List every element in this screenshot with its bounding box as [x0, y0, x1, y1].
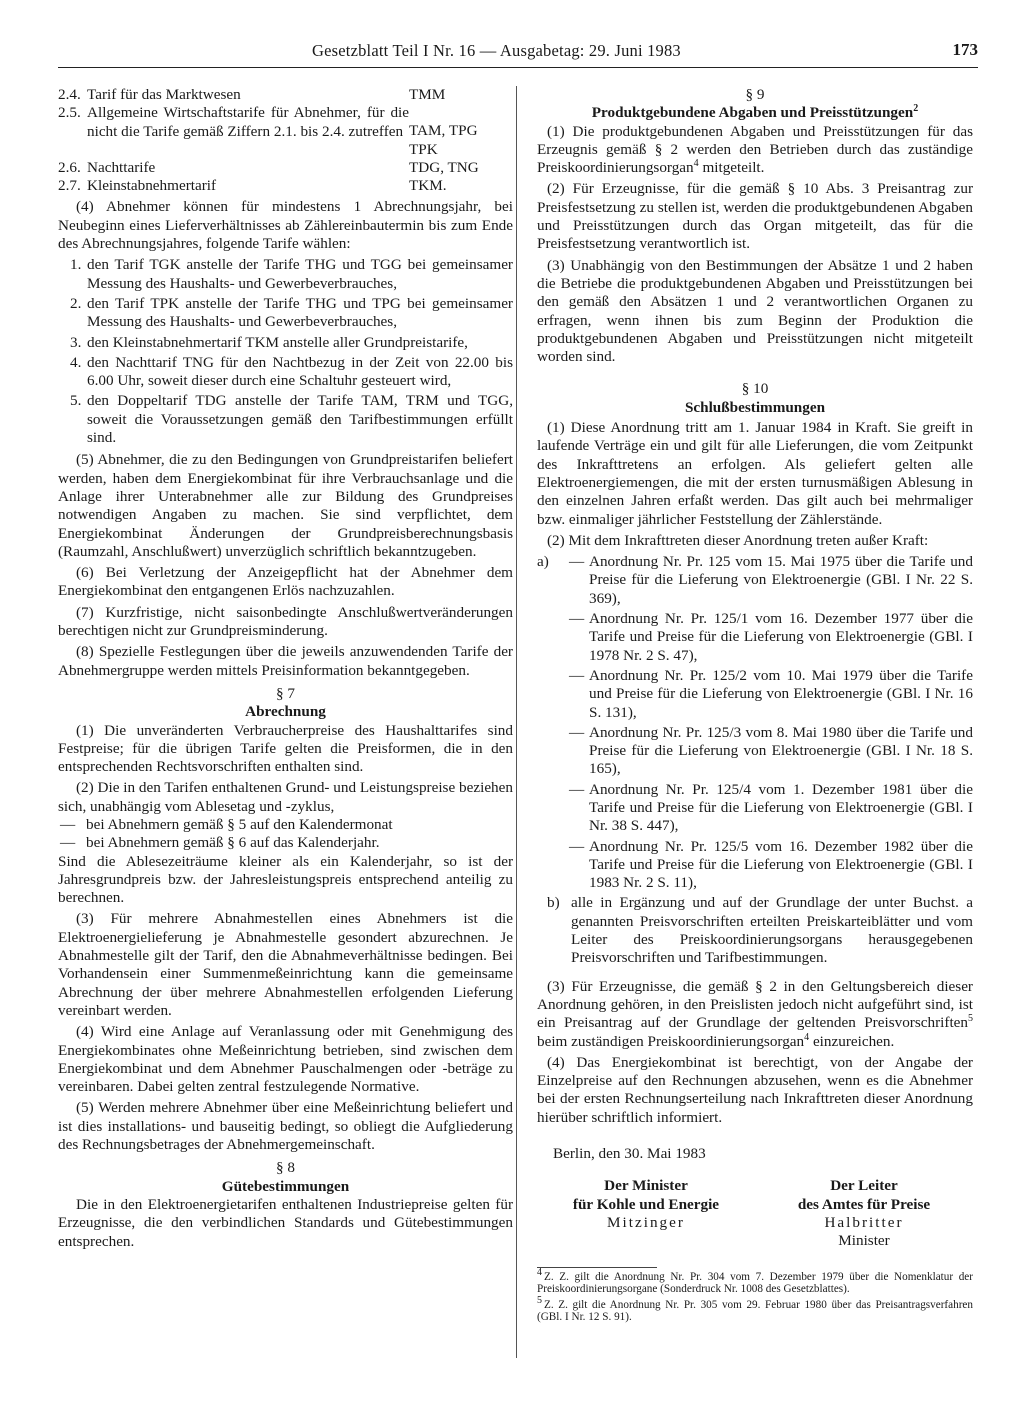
footnote: $^5$ Z. Z. gilt die Anordnung Nr. Pr. 305 vom 29. Februar 1980 über das Preisantragsverfahren (GBl. I Nr. 12 S. 91). [537, 1294, 973, 1324]
paragraph: (3) Unabhängig von den Bestimmungen der Absätze 1 und 2 haben die Betriebe die produktgebundenen Abgaben und Preisstützungen bei den gemäß den Absätzen 1 und 2 verantwortlichen Organen zu erfragen, wenn ihnen bis zum Beginn der Produktion die produktgebundenen Abgaben und Preisstützungen nicht mitgeteilt worden sind. [537, 256, 973, 366]
paragraph: (5) Werden mehrere Abnehmer über eine Meßeinrichtung beliefert und ist dies installations- und bauseitig bedingt, so obliegt die Aufgliederung des Rechnungsbetrages der Abnehmergemeinschaft. [58, 1099, 513, 1154]
paragraph: (2) Für Erzeugnisse, für die gemäß § 10 Abs. 3 Preisantrag zur Preisfestsetzung zu stellen ist, werden die produktgebundenen Abgaben und Preisstützungen durch das Organ mitgeteilt, das für die Preisfestsetzung verantwortlich ist. [537, 180, 973, 253]
tariff-row: 2.7. Kleinstabnehmertarif TKM. [58, 177, 447, 195]
signature-prices-office: Der Leiter des Amtes für Preise Halbritter Minister [797, 1177, 931, 1250]
tariff-row: 2.4. Tarif für das Marktwesen TMM [58, 86, 446, 103]
left-column [58, 86, 513, 1254]
list-item: 2. den Tarif TPK anstelle der Tarife THG und TPG bei gemeinsamer Messung des Haushalts- und Gewerbeverbrauches, [70, 294, 513, 331]
repeal-item: — Anordnung Nr. Pr. 125/4 vom 1. Dezember 1981 über die Tarife und Preise für die Lieferung von Elektroenergie (GBl. I Nr. 38 S. 447), [569, 780, 973, 835]
repeal-item: — Anordnung Nr. Pr. 125/2 vom 10. Mai 1979 über die Tarife und Preise für die Lieferung von Elektroenergie (GBl. I Nr. 16 S. 131), [569, 666, 973, 721]
paragraph: (3) Für Erzeugnisse, die gemäß § 2 in den Geltungsbereich dieser Anordnung gehören, in den Preislisten jedoch nicht aufgeführt sind, ist ein Preisantrag auf der Grundlage der geltenden Preisvorschriften$^5$ beim zuständigen Preiskoordinierungsorgan$^4$ einzureichen. [537, 977, 973, 1050]
paragraph: Sind die Ablesezeiträume kleiner als ein Kalenderjahr, so ist der Jahresgrundpreis bzw. der Jahresleistungspreis entsprechend anteilig zu berechnen. [58, 852, 513, 907]
section-number: § 7 [276, 684, 295, 702]
repeal-item-b: b) alle in Ergänzung und auf der Grundlage der unter Buchst. a genannten Preisvorschriften erteilten Preiskarteiblätter und vom Leiter des Preiskoordinierungsorgans herausgegebenen Preisvorschriften und Tarifbestimmungen. [547, 894, 973, 967]
paragraph: (8) Spezielle Festlegungen über die jeweils anzuwendenden Tarife der Abnehmergruppe werden mittels Preisinformation bekanntgegeben. [58, 643, 513, 679]
paragraph: (4) Wird eine Anlage auf Veranlassung oder mit Genehmigung des Energiekombinates ohne Meßeinrichtung betrieben, sind zwischen dem Energiekombinat und dem Abnehmer Pauschalmengen oder -beträge zu vereinbaren. Dabei gelten zentral festzulegende Normative. [58, 1023, 513, 1096]
place-date: Berlin, den 30. Mai 1983 [553, 1145, 706, 1163]
paragraph: (2) Mit dem Inkrafttreten dieser Anordnung treten außer Kraft: [547, 531, 929, 549]
paragraph: (1) Diese Anordnung tritt am 1. Januar 1984 in Kraft. Sie greift in laufende Verträge ein und gilt für alle Lieferungen, die vom Zeitpunkt des Inkrafttretens an erfolgen. Als geliefert gelten alle Elektroenergiemengen, die mit der ersten turnusmäßigen Ablesung in den einzelnen Jahren erfaßt werden. Das gilt auch bei mehrmaliger bzw. einmaliger jährlicher Feststellung der Zählerstände. [537, 419, 973, 528]
dash-item: — bei Abnehmern gemäß § 6 auf das Kalenderjahr. [60, 834, 380, 852]
list-item: 1. den Tarif TGK anstelle der Tarife THG und TGG bei gemeinsamer Messung des Haushalts- und Gewerbeverbrauches, [70, 256, 513, 292]
tariff-row: 2.5. Allgemeine Wirtschaftstarife für Abnehmer, für die nicht die Tarife gemäß Ziffern 2.1. bis 2.4. zutreffen TAM, TPG TPK [58, 104, 478, 158]
section-number: § 9 [745, 86, 765, 103]
list-item: 4. den Nachttarif TNG für den Nachtbezug in der Zeit von 22.00 bis 6.00 Uhr, soweit dieser durch eine Schaltuhr gesteuert wird, [70, 353, 513, 390]
paragraph: (1) Die produktgebundenen Abgaben und Preisstützungen für das Erzeugnis gemäß § 2 werden den Betrieben durch das zuständige Preiskoordinierungsorgan$^4$ mitgeteilt. [537, 122, 973, 177]
list-item: 3. den Kleinstabnehmertarif TKM anstelle aller Grundpreistarife, [70, 333, 468, 351]
section-number: § 10 [741, 380, 769, 398]
paragraph: Die in den Elektroenergietarifen enthaltenen Industriepreise gelten für Erzeugnisse, die den verbindlichen Standards und Gütebestimmungen entsprechen. [58, 1195, 513, 1250]
repeal-item: a) — Anordnung Nr. Pr. 125 vom 15. Mai 1975 über die Tarife und Preise für die Lieferung von Elektroenergie (GBl. I Nr. 22 S. 369), [537, 553, 973, 607]
section-title: Produktgebundene Abgaben und Preisstützungen$^2$ [591, 103, 919, 122]
footnote-rule [537, 1267, 657, 1268]
paragraph: (3) Für mehrere Abnahmestellen eines Abnehmers ist die Elektroenergielieferung je Abnahmestelle gesondert abzurechnen. Je Abnahmestelle gilt der Tarif, den die Abnahmeverhältnisse bedingen. Bei Vorhandensein einer Summenmeßeinrichtung kann die gemeinsame Abrechnung der über mehrere Abnahmestellen erfolgenden Lieferung vereinbart werden. [58, 910, 513, 1019]
header-title: Gesetzblatt Teil I Nr. 16 — Ausgabetag: 29. Juni 1983 [312, 41, 681, 60]
tariff-row: 2.6. Nachttarife TDG, TNG [58, 158, 479, 176]
repeal-item: — Anordnung Nr. Pr. 125/3 vom 8. Mai 1980 über die Tarife und Preise für die Lieferung von Elektroenergie (GBl. I Nr. 18 S. 165), [569, 723, 973, 778]
column-divider [516, 86, 517, 1358]
paragraph: (2) Die in den Tarifen enthaltenen Grund- und Leistungspreise beziehen sich, unabhängig vom Ablesetag und -zyklus, [58, 779, 513, 815]
paragraph: (1) Die unveränderten Verbraucherpreise des Haushalttarifes sind Festpreise; für die übrigen Tarife gelten die Preisformen, die in den entsprechenden Rechtsvorschriften enthalten sind. [58, 721, 513, 776]
right-column [537, 86, 973, 1324]
repeal-item: — Anordnung Nr. Pr. 125/1 vom 16. Dezember 1977 über die Tarife und Preise für die Lieferung von Elektroenergie (GBl. I 1978 Nr. 2 S. 47), [569, 610, 973, 664]
paragraph: (5) Abnehmer, die zu den Bedingungen von Grundpreistarifen beliefert werden, haben dem Energiekombinat für ihre Verbrauchsanlage und die Anlage ihrer Unterabnehmer alle zur Bildung des Grundpreises notwendigen Angaben zu machen. Sie sind verpflichtet, dem Energiekombinat Änderungen der Grundpreisberechnungsbasis (Raumzahl, Anschlußwert) unverzüglich schriftlich bekanntzugeben. [58, 451, 513, 560]
page-header [58, 40, 978, 68]
paragraph: (7) Kurzfristige, nicht saisonbedingte Anschlußwertveränderungen berechtigen nicht zur Grundpreisminderung. [58, 603, 513, 640]
signature-block [537, 1177, 973, 1250]
signature-minister: Der Minister für Kohle und Energie Mitzinger [572, 1177, 720, 1231]
footnote: $^4$ Z. Z. gilt die Anordnung Nr. Pr. 304 vom 7. Dezember 1979 über die Nomenklatur der Preiskoordinierungsorgane (Sonderdruck Nr. 1008 des Gesetzblattes). [537, 1266, 973, 1296]
paragraph: (4) Abnehmer können für mindestens 1 Abrechnungsjahr, bei Neubeginn eines Lieferverhältnisses ab Zählereinbautermin bis zum Ende des Abrechnungsjahres, folgende Tarife wählen: [58, 198, 513, 253]
repeal-item: — Anordnung Nr. Pr. 125/5 vom 16. Dezember 1982 über die Tarife und Preise für die Lieferung von Elektroenergie (GBl. I 1983 Nr. 2 S. 11), [569, 837, 973, 892]
page-number: 173 [952, 40, 978, 59]
paragraph: (6) Bei Verletzung der Anzeigepflicht hat der Abnehmer dem Energiekombinat den entgangenen Erlös nachzuzahlen. [58, 564, 513, 600]
list-item: 5. den Doppeltarif TDG anstelle der Tarife TAM, TRM und TGG, soweit die Voraussetzungen gemäß den Tarifbestimmungen erfüllt sind. [70, 392, 513, 447]
section-title: Gütebestimmungen [221, 1177, 350, 1195]
section-number: § 8 [276, 1159, 295, 1177]
section-title: Schlußbestimmungen [684, 398, 826, 416]
section-title: Abrechnung [245, 703, 326, 721]
paragraph: (4) Das Energiekombinat ist berechtigt, von der Angabe der Einzelpreise auf den Rechnungen abzusehen, wenn es die Abnehmer bei der ersten Rechnungserteilung nach Inkrafttreten dieser Anordnung hierüber schriftlich informiert. [537, 1053, 973, 1126]
dash-item: — bei Abnehmern gemäß § 5 auf den Kalendermonat [60, 815, 393, 833]
